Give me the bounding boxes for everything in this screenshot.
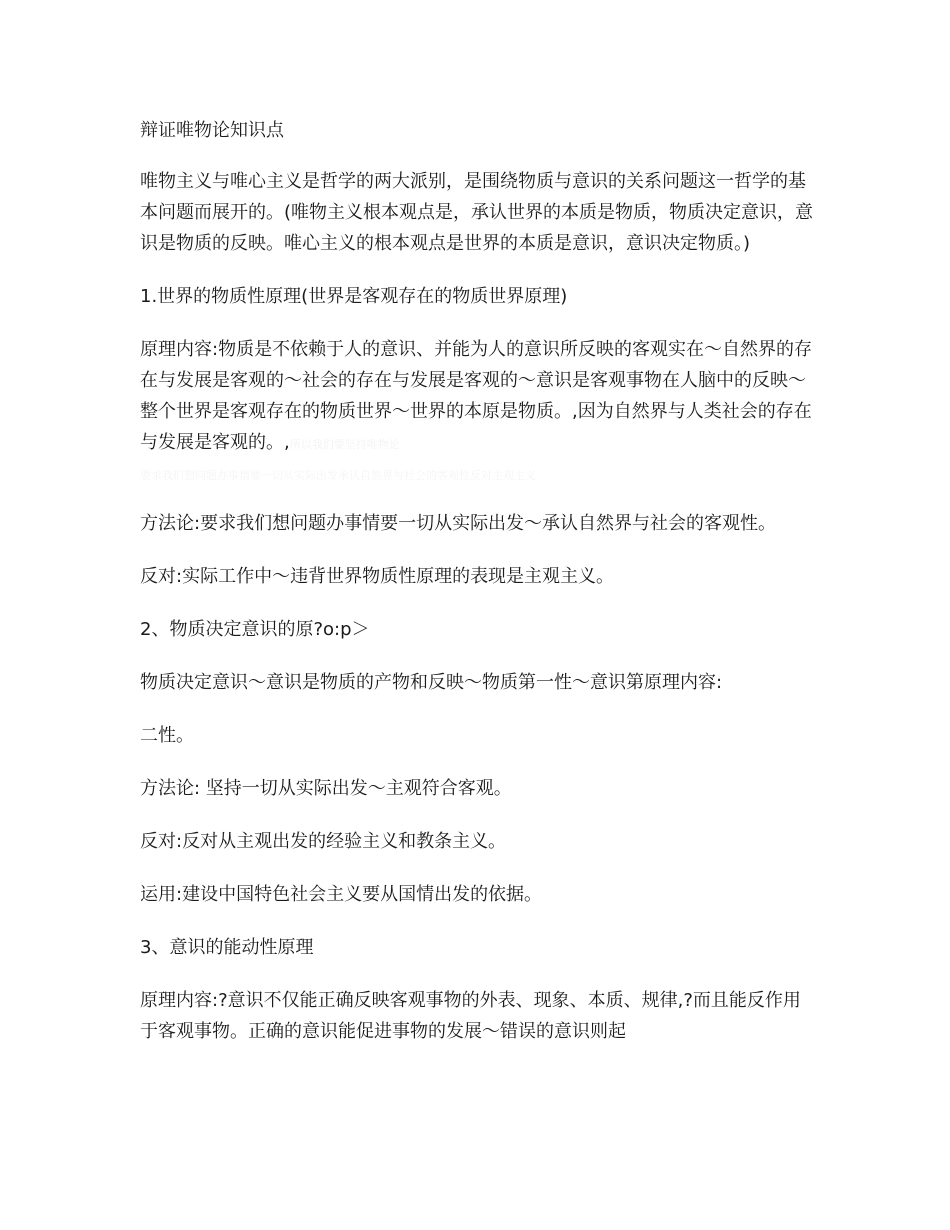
paragraph-principle-3: 原理内容:?意识不仅能正确反映客观事物的外表、现象、本质、规律,?而且能反作用于客观事物。正确的意识能促进事物的发展～错误的意识则起: [140, 990, 801, 1042]
paragraph-apply-2: 运用:建设中国特色社会主义要从国情出发的依据。: [140, 884, 543, 905]
document-body: [140, 115, 815, 1069]
section-heading-3: 3、意识的能动性原理: [140, 937, 314, 958]
paragraph-principle-2-cont: 二性。: [140, 725, 194, 746]
principle-1-text: 原理内容:物质是不依赖于人的意识、并能为人的意识所反映的客观实在～自然界的存在与发展是客观的～社会的存在与发展是客观的～意识是客观事物在人脑中的反映～整个世界是客观存在的物质世界～世界的本原是物质。,因为自然界与人类社会的存在与发展是客观的。,: [140, 339, 813, 453]
section-heading-2: 2、物质决定意识的原?o:p＞: [140, 619, 370, 640]
faded-watermark-line: 要求我们想问题办事情要一切从实际出发承认自然界与社会的客观性反对主观主义: [140, 469, 536, 482]
document-title: 辩证唯物论知识点: [140, 120, 284, 141]
paragraph-principle-2: 物质决定意识～意识是物质的产物和反映～物质第一性～意识第原理内容:: [140, 672, 723, 693]
faded-inline-text: 所以我们要坚持唯物论: [289, 438, 400, 451]
paragraph-method-2: 方法论: 坚持一切从实际出发～主观符合客观。: [140, 778, 512, 799]
paragraph-principle-1: [140, 334, 815, 460]
paragraph-method-1: 方法论:要求我们想问题办事情要一切从实际出发～承认自然界与社会的客观性。: [140, 513, 777, 534]
paragraph-intro: 唯物主义与唯心主义是哲学的两大派别，是围绕物质与意识的关系问题这一哲学的基本问题而展开的。(唯物主义根本观点是，承认世界的本质是物质，物质决定意识，意识是物质的反映。唯心主义的根本观点是世界的本质是意识，意识决定物质。): [140, 171, 814, 254]
paragraph-oppose-2: 反对:反对从主观出发的经验主义和教条主义。: [140, 831, 507, 852]
paragraph-oppose-1: 反对:实际工作中～违背世界物质性原理的表现是主观主义。: [140, 566, 615, 587]
section-heading-1: 1.世界的物质性原理(世界是客观存在的物质世界原理): [140, 286, 568, 307]
